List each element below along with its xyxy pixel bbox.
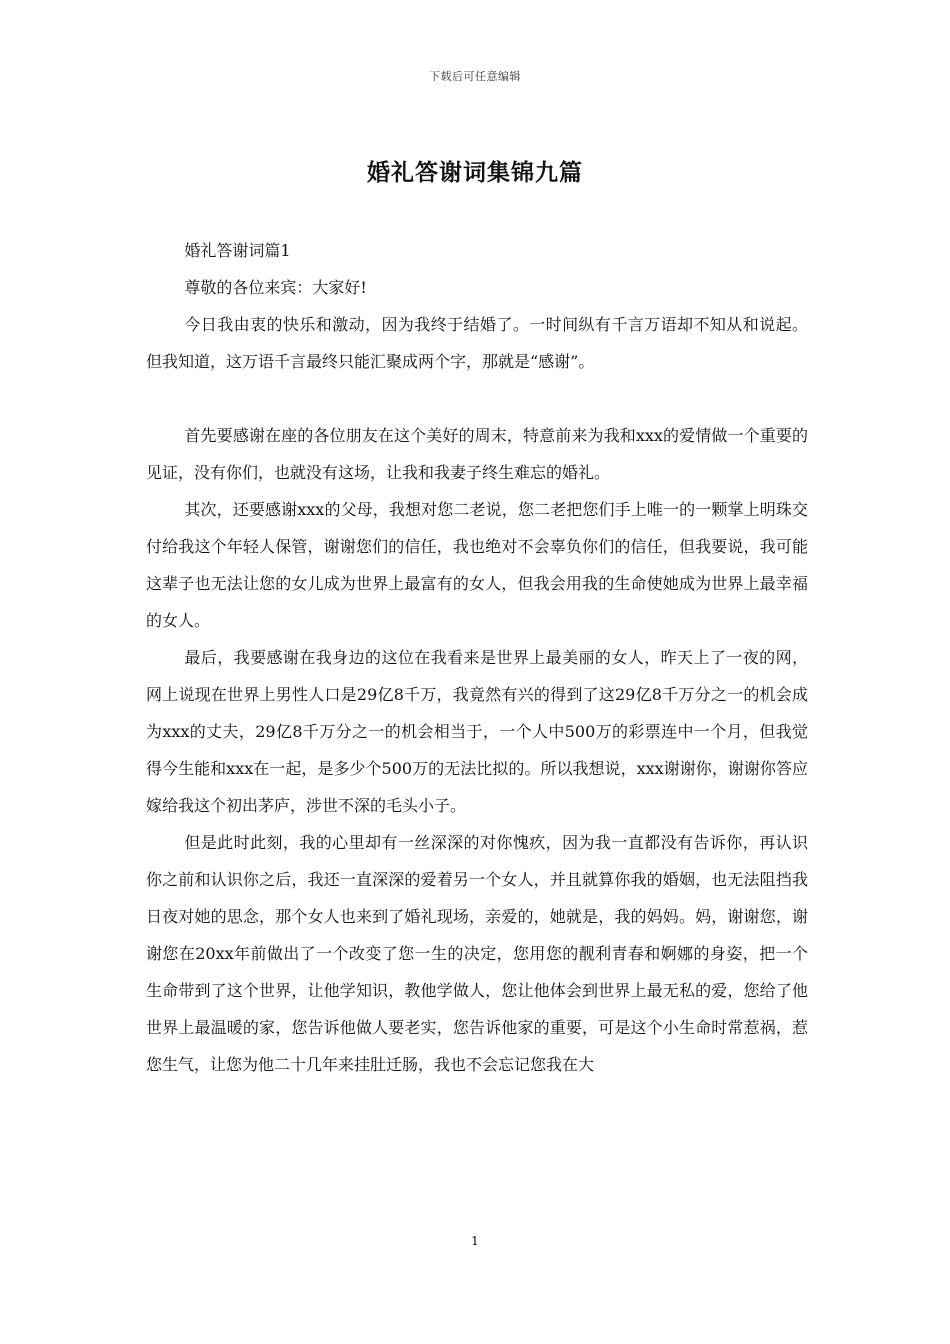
section-heading: 婚礼答谢词篇1 [184, 241, 291, 260]
body-paragraph: 首先要感谢在座的各位朋友在这个美好的周末，特意前来为我和xxx的爱情做一个重要的见证，没有你们，也就没有这场，让我和我妻子终生难忘的婚礼。 [146, 426, 808, 482]
greeting-paragraph: 尊敬的各位来宾：大家好! [184, 278, 367, 297]
body-paragraph: 但是此时此刻，我的心里却有一丝深深的对你愧疚，因为我一直都没有告诉你，再认识你之前和认识你之后，我还一直深深的爱着另一个女人，并且就算你我的婚姻，也无法阻挡我日夜对她的思念，那个女人也来到了婚礼现场，亲爱的，她就是，我的妈妈。妈，谢谢您，谢谢您在20xx年前做出了一个改变了您一生的决定，您用您的靓利青春和婀娜的身姿，把一个生命带到了这个世界，让他学知识，教他学做人，您让他体会到世界上最无私的爱，您给了他世界上最温暖的家，您告诉他做人要老实，您告诉他家的重要，可是这个小生命时常惹祸，惹您生气，让您为他二十几年来挂肚迁肠，我也不会忘记您我在大 [146, 833, 808, 1074]
body-paragraph: 今日我由衷的快乐和激动，因为我终于结婚了。一时间纵有千言万语却不知从和说起。但我知道，这万语千言最终只能汇聚成两个字，那就是“感谢”。 [146, 315, 808, 371]
page-number: 1 [471, 1234, 479, 1248]
body-paragraph: 其次，还要感谢xxx的父母，我想对您二老说，您二老把您们手上唯一的一颗掌上明珠交付给我这个年轻人保管，谢谢您们的信任，我也绝对不会辜负你们的信任，但我要说，我可能这辈子也无法让您的女儿成为世界上最富有的女人，但我会用我的生命使她成为世界上最幸福的女人。 [146, 500, 808, 630]
document-body [146, 232, 808, 1083]
document-title: 婚礼答谢词集锦九篇 [367, 159, 583, 186]
body-paragraph: 最后，我要感谢在我身边的这位在我看来是世界上最美丽的女人，昨天上了一夜的网，网上说现在世界上男性人口是29亿8千万，我竟然有兴的得到了这29亿8千万分之一的机会成为xxx的丈夫，29亿8千万分之一的机会相当于，一个人中500万的彩票连中一个月，但我觉得今生能和xxx在一起，是多少个500万的无法比拟的。所以我想说，xxx谢谢你，谢谢你答应嫁给我这个初出茅庐，涉世不深的毛头小子。 [146, 648, 808, 815]
header-note: 下载后可任意编辑 [429, 70, 521, 83]
